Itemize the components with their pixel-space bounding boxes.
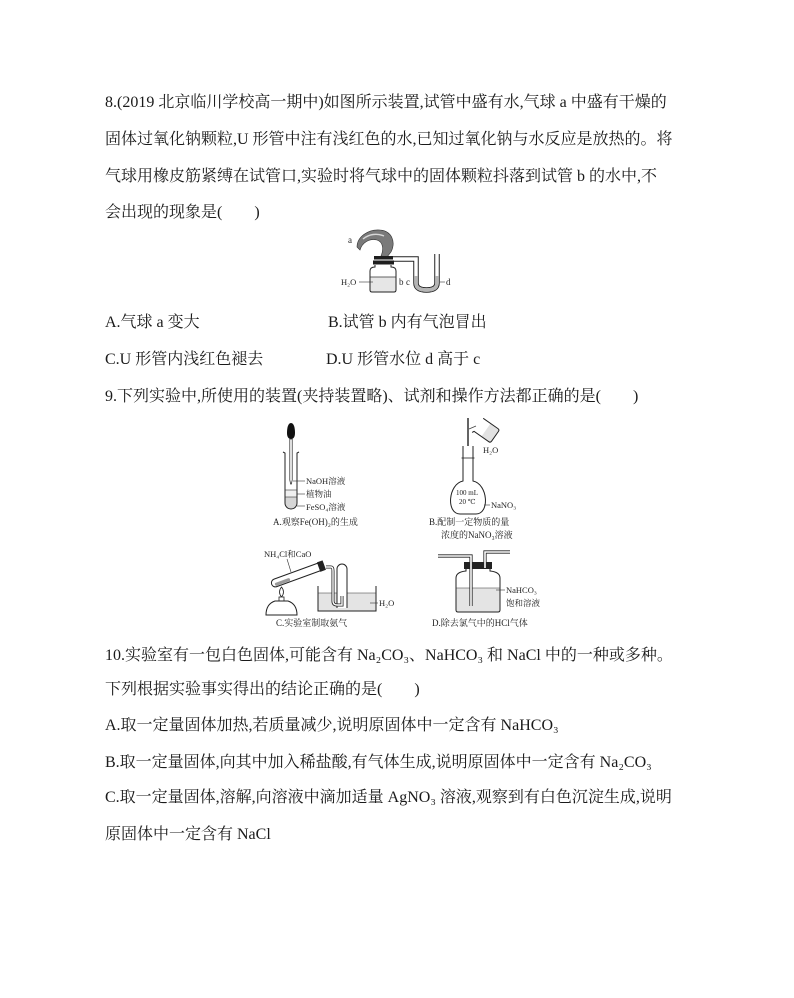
balloon-label: a [348,235,352,245]
oil-layer [286,490,297,497]
solution-label-line-2: 饱和溶液 [506,598,541,608]
left-arm-label: c [406,277,410,287]
q10-option-c-line-1: C.取一定量固体,溶解,向溶液中滴加适量 AgNO₃ 溶液,观察到有白色沉淀生成,说明 [105,789,672,806]
q8-option-c: C.U 形管内浅红色褪去 [105,351,264,368]
reagents-label: NH₄Cl和CaO [264,549,312,559]
q10-option-b: B.取一定量固体,向其中加入稀盐酸,有气体生成,说明原固体中一定含有 Na₂CO₃ [105,754,652,771]
q9-stem: 9.下列实验中,所使用的装置(夹持装置略)、试剂和操作方法都正确的是( ) [105,388,639,405]
naoh-label: NaOH溶液 [306,476,346,486]
q8-option-b: B.试管 b 内有气泡冒出 [328,314,487,331]
lamp-wick-holder [279,597,284,601]
water-label: H₂O [341,277,357,287]
test-tube-label: b [399,277,404,287]
q10-stem-line-1: 10.实验室有一包白色固体,可能含有 Na₂CO₃、NaHCO₃ 和 NaCl 中的一种或多种。 [105,647,673,664]
bottle-liquid [457,588,500,612]
pouring-beaker [472,418,500,445]
reagents-leader-line [287,559,291,572]
q8-option-a: A.气球 a 变大 [105,314,200,331]
alcohol-lamp [266,601,297,615]
dropper-tube [290,439,292,484]
water-stream [469,426,476,429]
right-arm-label: d [446,277,451,287]
q10-stem-line-2: 下列根据实验事实得出的结论正确的是( ) [105,681,420,698]
q10-option-a: A.取一定量固体加热,若质量减少,说明原固体中一定含有 NaHCO₃ [105,717,559,734]
dropper-bulb [287,423,295,439]
rubber-stopper [373,261,394,265]
heated-test-tube-group [270,560,326,589]
q9-apparatus-diagram [255,415,565,633]
beaker-water [482,424,499,442]
setup-b [429,418,516,540]
water-label-c: H₂O [379,598,395,608]
feso4-solution [286,497,297,509]
setup-a-caption: A.观察Fe(OH)₂的生成 [273,517,358,527]
solute-label: NaNO₃ [491,500,517,510]
rubber-band [374,256,393,260]
setup-a [273,423,358,527]
setup-c-caption: C.实验室制取氨气 [276,618,348,628]
q8-stem-line-1: 8.(2019 北京临川学校高一期中)如图所示装置,试管中盛有水,气球 a 中盛有干燥的 [105,94,667,111]
bottle-stopper [464,562,492,569]
flame [280,587,284,597]
q10-option-c-line-2: 原固体中一定含有 NaCl [105,826,271,843]
feso4-label: FeSO₄溶液 [306,502,346,512]
setup-d [432,552,541,628]
setup-b-caption-line-2: 浓度的NaNO₃溶液 [441,530,513,540]
flask-volume-label: 100 mL [456,489,478,497]
setup-d-caption: D.除去氯气中的HCl气体 [432,618,528,628]
setup-c [264,549,394,628]
water-label-b: H₂O [483,445,499,455]
q8-apparatus-diagram [334,226,466,298]
water-in-tube-b [371,277,396,292]
flask-temperature-label: 20 ℃ [459,498,476,506]
q8-option-d: D.U 形管水位 d 高于 c [326,351,481,368]
q8-stem-line-3: 气球用橡皮筋紧缚在试管口,实验时将气球中的固体颗粒抖落到试管 b 的水中,不 [105,168,658,185]
q8-stem-line-2: 固体过氧化钠颗粒,U 形管中注有浅红色的水,已知过氧化钠与水反应是放热的。将 [105,131,673,148]
solution-label-line-1: NaHCO₃ [506,585,537,595]
oil-label: 植物油 [306,489,332,499]
setup-b-caption-line-1: B.配制一定物质的量 [429,517,510,527]
q8-stem-line-4: 会出现的现象是( ) [105,204,260,221]
